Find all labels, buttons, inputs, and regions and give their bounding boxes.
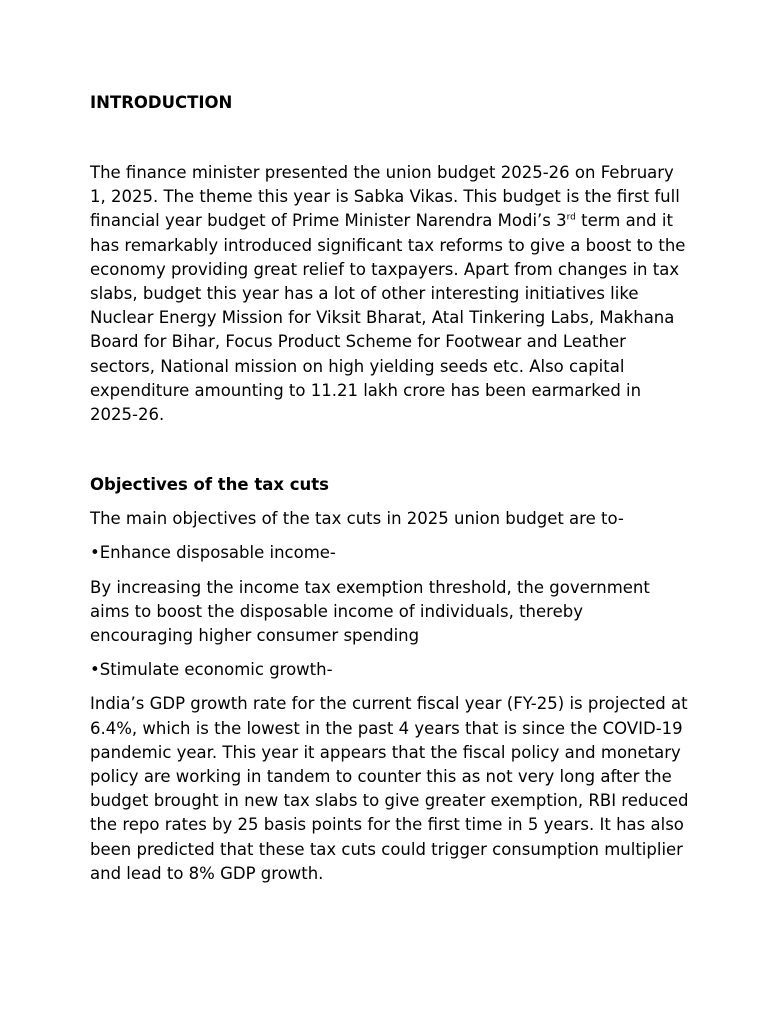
introduction-text-part-1: The finance minister presented the union budget 2025-26 on February 1, 2025. The theme this year is Sabka Vikas. This budget is the first full financial year budget of Prime Minister Narendra Modi’s 3 (90, 163, 680, 231)
objectives-heading: Objectives of the tax cuts (90, 475, 329, 495)
bullet-economic-growth: •Stimulate economic growth- (90, 660, 333, 680)
economic-growth-text: India’s GDP growth rate for the current fiscal year (FY-25) is projected at 6.4%, which is the lowest in the past 4 years that is since the COVID-19 pandemic year. This year it appears that the fiscal policy and monetary policy are working in tandem to counter this as not very long after the budget brought in new tax slabs to give greater exemption, RBI reduced the repo rates by 25 basis points for the first time in 5 years. It has also been predicted that these tax cuts could trigger consumption multiplier and lead to 8% GDP growth. (90, 694, 689, 883)
disposable-income-text: By increasing the income tax exemption threshold, the government aims to boost the disposable income of individuals, thereby encouraging higher consumer spending (90, 577, 650, 646)
bullet-disposable-income: •Enhance disposable income- (90, 543, 336, 563)
introduction-heading: INTRODUCTION (90, 93, 233, 112)
objectives-lead: The main objectives of the tax cuts in 2025 union budget are to- (90, 509, 624, 529)
document-page (90, 91, 690, 886)
ordinal-superscript: rd (566, 212, 576, 223)
introduction-paragraph (90, 161, 690, 427)
introduction-text-part-2: term and it has remarkably introduced significant tax reforms to give a boost to the economy providing great relief to taxpayers. Apart from changes in tax slabs, budget this year has a lot of other interesting initiatives like Nuclear Energy Mission for Viksit Bharat, Atal Tinkering Labs, Makhana Board for Bihar, Focus Product Scheme for Footwear and Leather sectors, National mission on high yielding seeds etc. Also capital expenditure amounting to 11.21 lakh crore has been earmarked in 2025-26. (90, 211, 686, 425)
